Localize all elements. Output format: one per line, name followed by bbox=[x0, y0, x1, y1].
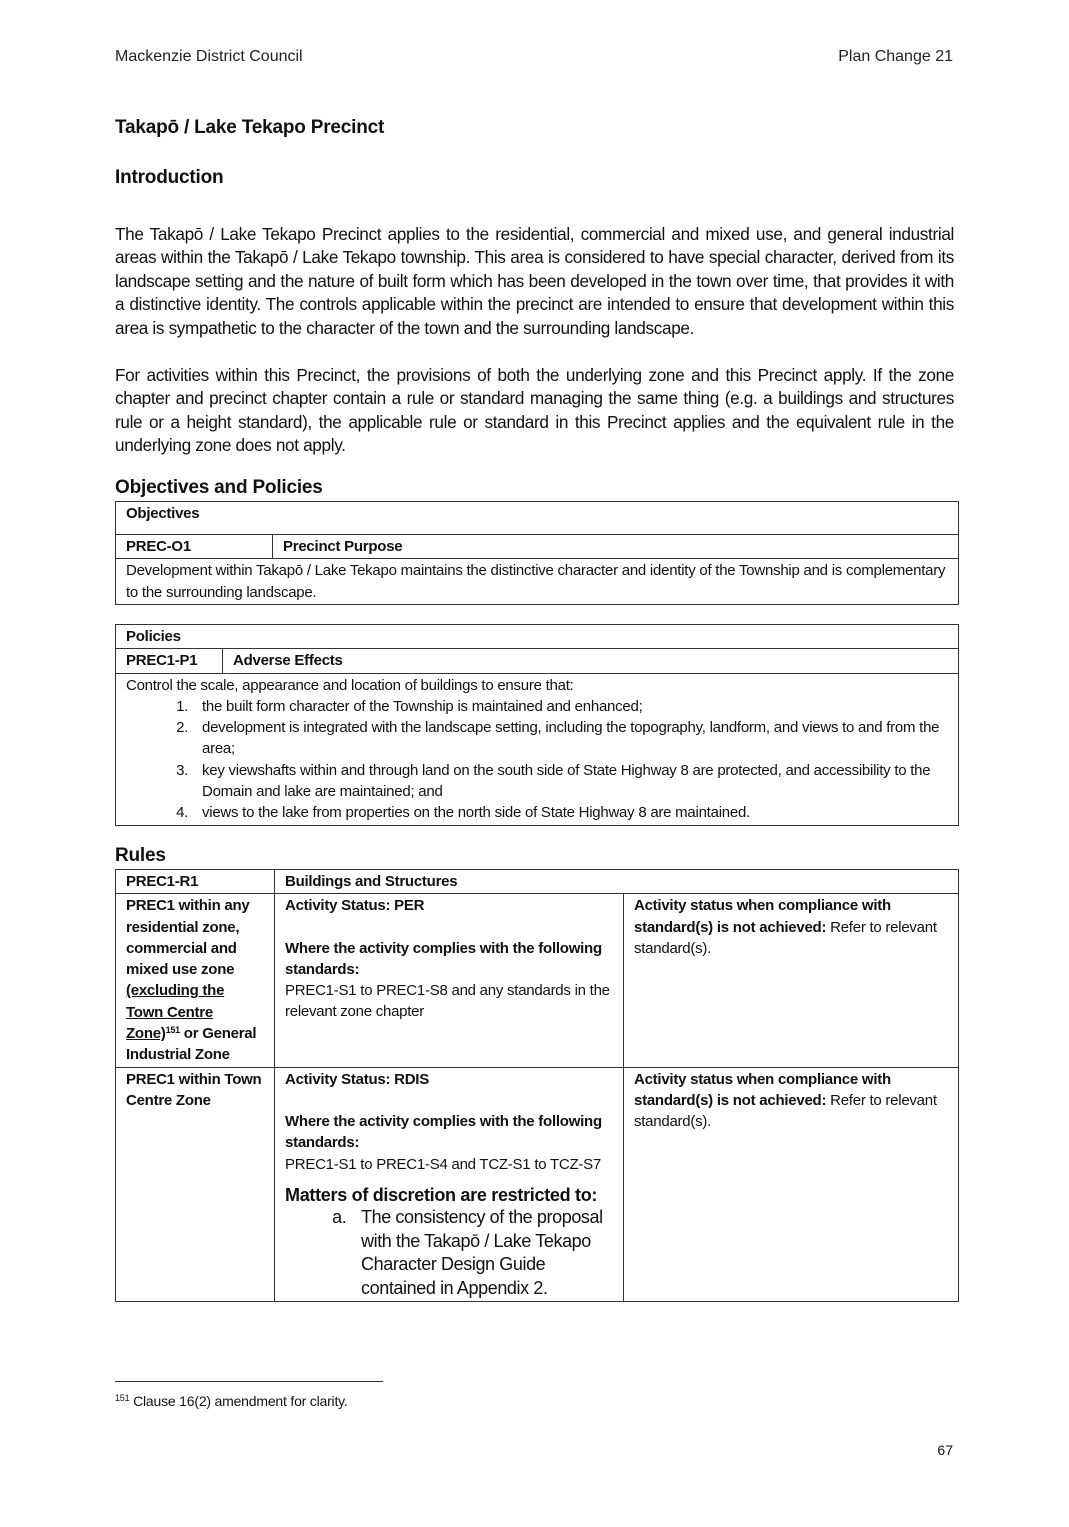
row1-where-complies: Where the activity complies with the following standards: bbox=[285, 939, 602, 978]
objective-text: Development within Takapō / Lake Tekapo maintains the distinctive character and identity of the Township and is complementary to the surrounding landscape. bbox=[116, 559, 959, 605]
header-left: Mackenzie District Council bbox=[115, 48, 303, 65]
header-right: Plan Change 21 bbox=[838, 48, 953, 65]
row1-activity-status: Activity Status: PER bbox=[285, 897, 425, 915]
rule-row1-noncompliance: Activity status when compliance with standard(s) is not achieved: Refer to relevant standard(s). bbox=[624, 894, 959, 1067]
introduction-heading: Introduction bbox=[115, 167, 224, 188]
rule-row1-zone: PREC1 within any residential zone, commercial and mixed use zone (excluding the Town Centre Zone)$^{151}$ or General Industrial Zone bbox=[116, 894, 275, 1067]
row2-where-complies: Where the activity complies with the following standards: bbox=[285, 1112, 602, 1152]
row1-standards: PREC1-S1 to PREC1-S8 and any standards in the relevant zone chapter bbox=[285, 982, 610, 1021]
policy-item: 3. key viewshafts within and through land on the south side of State Highway 8 are protected, and accessibility to the Domain and lake are maintained; and bbox=[192, 760, 948, 803]
rule-row1-status-cell bbox=[275, 894, 624, 1067]
footnote bbox=[115, 1393, 348, 1409]
footnote-ref: 151 bbox=[165, 1025, 180, 1036]
objectives-policies-heading: Objectives and Policies bbox=[115, 477, 323, 498]
policy-code: PREC1-P1 bbox=[116, 649, 223, 673]
footnote-text: Clause 16(2) amendment for clarity. bbox=[129, 1393, 348, 1409]
policy-body bbox=[116, 673, 959, 825]
policy-item: 4. views to the lake from properties on the north side of State Highway 8 are maintained. bbox=[192, 802, 948, 823]
footnote-marker: 151 bbox=[115, 1393, 130, 1403]
policies-label: Policies bbox=[116, 625, 959, 649]
rule-row2-noncompliance: Activity status when compliance with standard(s) is not achieved: Refer to relevant standard(s). bbox=[624, 1067, 959, 1301]
rules-heading: Rules bbox=[115, 845, 166, 866]
row2-standards: PREC1-S1 to PREC1-S4 and TCZ-S1 to TCZ-S7 bbox=[285, 1155, 601, 1173]
policy-lead: Control the scale, appearance and location of buildings to ensure that: bbox=[126, 676, 574, 694]
intro-paragraph-1: The Takapō / Lake Tekapo Precinct applies to the residential, commercial and mixed use, and general industrial areas within the Takapō / Lake Tekapo township. This area is considered to have special character, derived from its landscape setting and the nature of built form which has been developed in the town over time, that provides it with a distinctive identity. The controls applicable within the precinct are intended to ensure that development within this area is sympathetic to the character of the town and the surrounding landscape. bbox=[115, 224, 954, 338]
row2-activity-status: Activity Status: RDIS bbox=[285, 1070, 429, 1088]
discretion-list bbox=[285, 1206, 613, 1300]
policy-name: Adverse Effects bbox=[223, 649, 959, 673]
discretion-heading: Matters of discretion are restricted to: bbox=[285, 1184, 598, 1205]
intro-paragraph-2: For activities within this Precinct, the provisions of both the underlying zone and this Precinct apply. If the zone chapter and precinct chapter contain a rule or standard managing the same thing (e.g. a buildings and structures rule or a height standard), the applicable rule or standard in this Precinct applies and the equivalent rule in the underlying zone does not apply. bbox=[115, 365, 954, 456]
rule-code: PREC1-R1 bbox=[116, 870, 275, 894]
rule-row2-status-cell bbox=[275, 1067, 624, 1301]
policy-item: 1. the built form character of the Township is maintained and enhanced; bbox=[192, 696, 948, 717]
discretion-item: a. The consistency of the proposal with the Takapō / Lake Tekapo Character Design Guide contained in Appendix 2. bbox=[351, 1206, 613, 1300]
page-number: 67 bbox=[937, 1442, 953, 1458]
page-title: Takapō / Lake Tekapo Precinct bbox=[115, 117, 385, 138]
rule-name: Buildings and Structures bbox=[275, 870, 959, 894]
zone-exclusion-text: (excluding the Town Centre Zone) bbox=[126, 982, 225, 1043]
policy-list bbox=[126, 696, 948, 824]
objectives-table bbox=[115, 501, 959, 605]
objectives-label: Objectives bbox=[116, 502, 959, 535]
rules-table bbox=[115, 869, 959, 1302]
objective-code: PREC-O1 bbox=[116, 535, 273, 559]
policies-table bbox=[115, 624, 959, 826]
objective-name: Precinct Purpose bbox=[273, 535, 959, 559]
rule-row2-zone: PREC1 within Town Centre Zone bbox=[116, 1067, 275, 1301]
policy-item: 2. development is integrated with the landscape setting, including the topography, landform, and views to and from the area; bbox=[192, 717, 948, 760]
footnote-separator bbox=[115, 1381, 383, 1382]
